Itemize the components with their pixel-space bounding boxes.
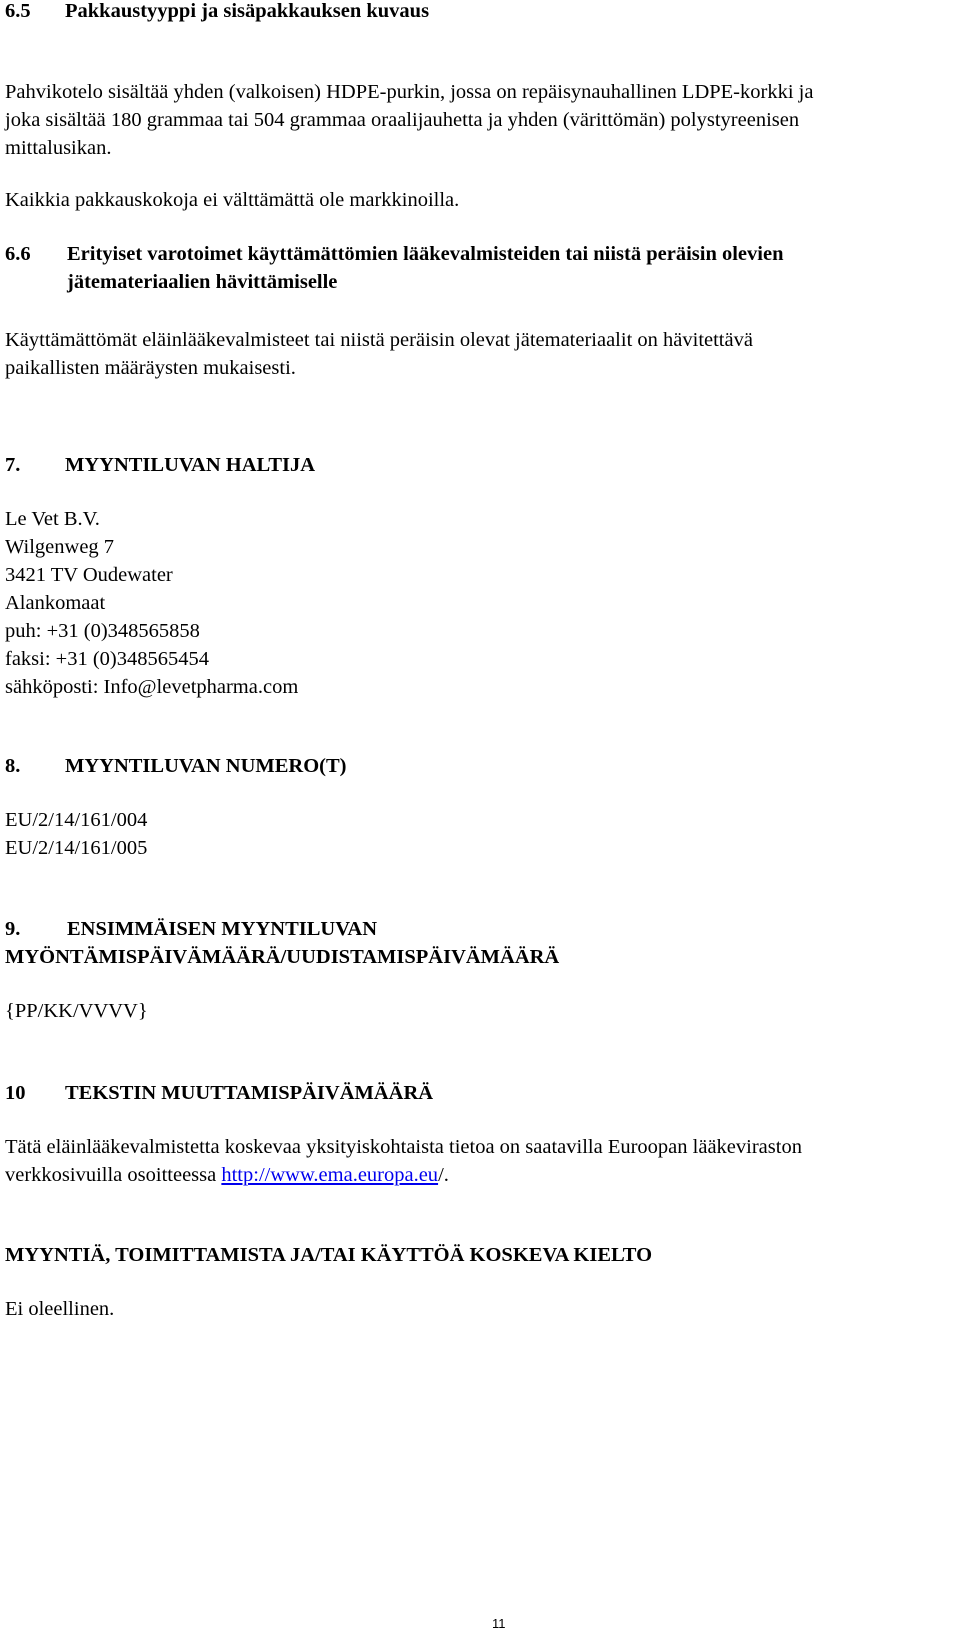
prohibition-text: Ei oleellinen. bbox=[5, 1298, 115, 1320]
section-number: 9. bbox=[5, 918, 21, 940]
phone-line: puh: +31 (0)348565858 bbox=[5, 620, 200, 642]
email-line: sähköposti: Info@levetpharma.com bbox=[5, 676, 299, 698]
heading-line: MYÖNTÄMISPÄIVÄMÄÄRÄ/UUDISTAMISPÄIVÄMÄÄRÄ bbox=[5, 946, 560, 968]
authorisation-number: EU/2/14/161/005 bbox=[5, 837, 148, 859]
section-6-6-heading bbox=[5, 240, 935, 296]
section-8-heading bbox=[5, 752, 347, 780]
section-title: MYYNTILUVAN NUMERO(T) bbox=[65, 755, 347, 777]
ema-info bbox=[5, 1133, 802, 1189]
holder-address bbox=[5, 505, 298, 701]
section-6-5-heading bbox=[5, 0, 429, 25]
address-line: 3421 TV Oudewater bbox=[5, 564, 173, 586]
address-line: Wilgenweg 7 bbox=[5, 536, 115, 558]
date-placeholder: {PP/KK/VVVV} bbox=[5, 1000, 148, 1022]
section-number: 10 bbox=[5, 1082, 26, 1104]
page-number: 11 bbox=[492, 1616, 506, 1631]
ema-website-link[interactable]: http://www.ema.europa.eu bbox=[221, 1164, 439, 1186]
heading-line: Erityiset varotoimet käyttämättömien lääkevalmisteiden tai niistä peräisin olevien bbox=[67, 243, 784, 265]
text-line: paikallisten määräysten mukaisesti. bbox=[5, 357, 296, 379]
section-9-heading bbox=[5, 915, 935, 971]
address-line: Alankomaat bbox=[5, 592, 106, 614]
disposal-text bbox=[5, 326, 753, 382]
text-line: mittalusikan. bbox=[5, 137, 112, 159]
text-line: Pahvikotelo sisältää yhden (valkoisen) HDPE-purkin, jossa on repäisynauhallinen LDPE-korkki ja bbox=[5, 81, 814, 103]
address-line: Le Vet B.V. bbox=[5, 508, 100, 530]
heading-line: jätemateriaalien hävittämiselle bbox=[67, 271, 338, 293]
section-title: TEKSTIN MUUTTAMISPÄIVÄMÄÄRÄ bbox=[65, 1082, 434, 1104]
prohibition-heading: MYYNTIÄ, TOIMITTAMISTA JA/TAI KÄYTTÖÄ KOSKEVA KIELTO bbox=[5, 1244, 653, 1266]
section-7-heading bbox=[5, 451, 315, 479]
fax-line: faksi: +31 (0)348565454 bbox=[5, 648, 210, 670]
section-title: MYYNTILUVAN HALTIJA bbox=[65, 454, 316, 476]
section-number: 7. bbox=[5, 454, 21, 476]
section-10-heading bbox=[5, 1079, 433, 1107]
section-number: 6.6 bbox=[5, 243, 31, 265]
text-line: joka sisältää 180 grammaa tai 504 grammaa oraalijauhetta ja yhden (värittömän) polystyreenisen bbox=[5, 109, 800, 131]
package-description bbox=[5, 78, 813, 162]
text-suffix: /. bbox=[438, 1164, 449, 1186]
section-number: 8. bbox=[5, 755, 21, 777]
text-line bbox=[5, 1161, 802, 1189]
text-prefix: verkkosivuilla osoitteessa bbox=[5, 1164, 222, 1186]
market-note: Kaikkia pakkauskokoja ei välttämättä ole markkinoilla. bbox=[5, 189, 460, 211]
section-number: 6.5 bbox=[5, 0, 31, 22]
section-title: Pakkaustyyppi ja sisäpakkauksen kuvaus bbox=[65, 0, 430, 22]
authorisation-number: EU/2/14/161/004 bbox=[5, 809, 148, 831]
text-line: Tätä eläinlääkevalmistetta koskevaa yksityiskohtaista tietoa on saatavilla Euroopan lääkeviraston bbox=[5, 1136, 802, 1158]
heading-line: ENSIMMÄISEN MYYNTILUVAN bbox=[67, 918, 378, 940]
text-line: Käyttämättömät eläinlääkevalmisteet tai niistä peräisin olevat jätemateriaalit on hävitettävä bbox=[5, 329, 753, 351]
authorisation-numbers bbox=[5, 806, 147, 862]
